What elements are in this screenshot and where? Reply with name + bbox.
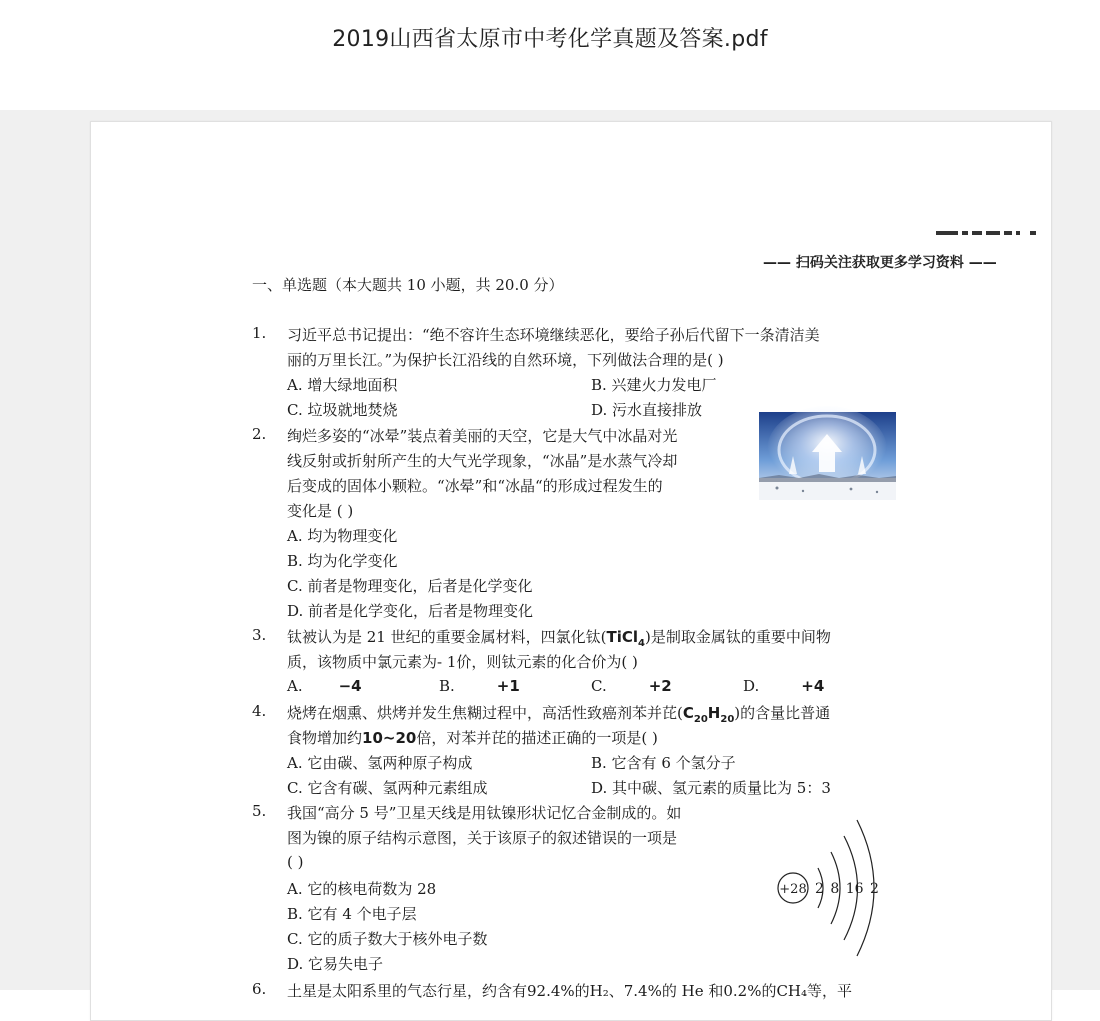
option-b: B. 它有 4 个电子层 <box>287 905 417 923</box>
question-number: 3. <box>252 626 267 644</box>
question-text: 我国“高分 5 号”卫星天线是用钛镍形状记忆合金制成的。如 <box>287 804 682 822</box>
question-number: 4. <box>252 702 267 720</box>
nickel-atom-structure-diagram <box>771 812 886 962</box>
question-text: 图为镍的原子结构示意图，关于该原子的叙述错误的一项是 <box>287 829 678 847</box>
option-a: A. 增大绿地面积 <box>287 376 398 394</box>
question-text: 烧烤在烟熏、烘烤并发生焦糊过程中，高活性致癌剂苯并芘$(C_{20}H_{20})$的含量比普通 <box>287 704 831 725</box>
question-text: 食物增加约10~20倍，对苯并芘的描述正确的一项是( ) <box>287 729 658 747</box>
question-text: 土星是太阳系里的气态行星，约含有92.4%的H₂、7.4%的 He 和0.2%的CH₄等，平 <box>287 982 853 1000</box>
option-b: B. 它含有 6 个氢分子 <box>591 754 736 772</box>
question-text: 绚烂多姿的“冰晕”装点着美丽的天空，它是大气中冰晶对光 <box>287 427 678 445</box>
option-d: D. 它易失电子 <box>287 955 384 973</box>
nucleus-label: +28 <box>779 882 807 897</box>
option-a: A. 均为物理变化 <box>287 527 398 545</box>
option-d: D. 其中碳、氢元素的质量比为 5：3 <box>591 779 831 797</box>
question-number: 2. <box>252 425 267 443</box>
question-number: 1. <box>252 324 267 342</box>
option-b: B. 均为化学变化 <box>287 552 398 570</box>
option-d: D. +4 <box>743 677 825 695</box>
question-number: 5. <box>252 802 267 820</box>
pdf-page <box>90 121 1052 1021</box>
option-c: C. 它含有碳、氢两种元素组成 <box>287 779 488 797</box>
question-text: 习近平总书记提出：“绝不容许生态环境继续恶化，要给子孙后代留下一条清洁美 <box>287 326 820 344</box>
question-text: 丽的万里长江。”为保护长江沿线的自然环境，下列做法合理的是( ) <box>287 351 724 369</box>
electron-shells-label: 2 8 16 2 <box>815 881 879 897</box>
ice-halo-photo <box>759 412 896 500</box>
question-text: 钛被认为是 21 世纪的重要金属材料，四氯化钛(TiCl$_4$)是制取金属钛的重要中间物 <box>287 628 831 649</box>
question-text: 质，该物质中氯元素为- 1价，则钛元素的化合价为( ) <box>287 653 638 671</box>
question-number: 6. <box>252 980 267 998</box>
option-c: C. 前者是物理变化，后者是化学变化 <box>287 577 533 595</box>
option-a: A. 它由碳、氢两种原子构成 <box>287 754 473 772</box>
option-c: C. 它的质子数大于核外电子数 <box>287 930 488 948</box>
section-title: 一、单选题（本大题共 10 小题，共 20.0 分） <box>252 276 564 294</box>
option-b: B. +1 <box>439 677 520 695</box>
option-d: D. 前者是化学变化，后者是物理变化 <box>287 602 534 620</box>
option-d: D. 污水直接排放 <box>591 401 703 419</box>
option-b: B. 兴建火力发电厂 <box>591 376 717 394</box>
pdf-viewer[interactable] <box>0 110 1100 1000</box>
question-text: 后变成的固体小颗粒。“冰晕”和“冰晶“的形成过程发生的 <box>287 477 663 495</box>
option-c: C. +2 <box>591 677 672 695</box>
option-a: A. −4 <box>287 677 362 695</box>
scan-header-note: —— 扫码关注获取更多学习资料 —— <box>763 255 997 271</box>
question-text: 变化是 ( ) <box>287 502 354 520</box>
option-c: C. 垃圾就地焚烧 <box>287 401 398 419</box>
scan-artifact-mark <box>936 231 1036 235</box>
title-bar <box>0 0 1100 110</box>
question-text: ( ) <box>287 853 304 871</box>
question-text: 线反射或折射所产生的大气光学现象，“冰晶”是水蒸气冷却 <box>287 452 678 470</box>
option-a: A. 它的核电荷数为 28 <box>287 880 437 898</box>
document-title: 2019山西省太原市中考化学真题及答案.pdf <box>332 27 768 52</box>
